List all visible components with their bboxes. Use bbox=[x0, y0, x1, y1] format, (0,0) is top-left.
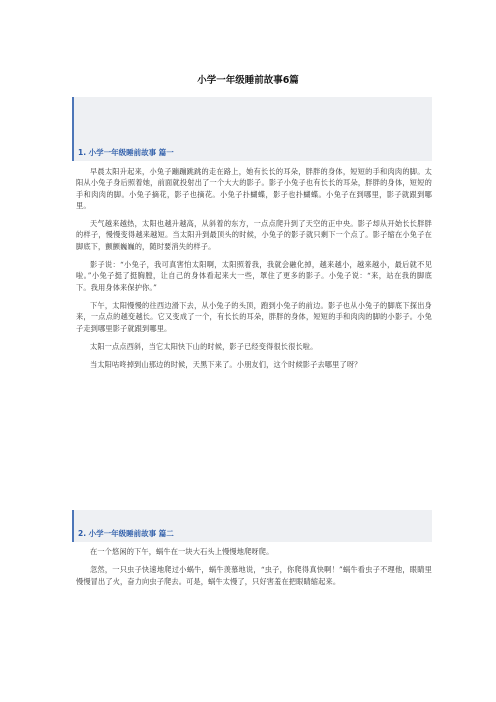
paragraph: 太阳一点点西斜，当它太阳快下山的时候，影子已经变得很长很长啦。 bbox=[90, 341, 318, 351]
paragraph: 影子说：“小兔子，我可真害怕太阳啊，太阳照着我，我就会融化掉，越来越小，越来越小，最后就不见啦。”小兔子挺了挺胸膛，让自己的身体看起来大一些，罩住了更多的影子。小兔子说：“来，站在我的脚底下。我用身体来保护你。” bbox=[76, 260, 432, 292]
section-2-heading: 2. 小学一年级睡前故事 篇二 bbox=[78, 529, 174, 538]
paragraph: 当太阳咕咚掉到山那边的时候，天黑下来了。小朋友们，这个时候影子去哪里了呀？ bbox=[90, 360, 362, 370]
section-1-header-band bbox=[72, 97, 432, 161]
paragraph: 天气越来越热，太阳也越升越高，从斜着的东方，一点点爬升到了天空的正中央。影子却从开始长长胖胖的样子，慢慢变得越来越短。当太阳升到最顶头的时候，小兔子的影子就只剩下一个点了。影子缩在小兔子在脚底下，颤颤巍巍的，随时要消失的样子。 bbox=[76, 219, 432, 251]
section-1-heading: 1. 小学一年级睡前故事 篇一 bbox=[78, 148, 174, 157]
section-1 bbox=[72, 97, 432, 161]
section-2-header-band bbox=[72, 510, 432, 542]
section-2-body bbox=[76, 546, 432, 587]
document-title: 小学一年级睡前故事6篇 bbox=[197, 75, 299, 86]
paragraph: 下午，太阳慢慢的往西边滑下去，从小兔子的头顶，跑到小兔子的前边。影子也从小兔子的脚底下探出身来，一点点的越变越长。它又变成了一个，有长长的耳朵，胖胖的身体，短短的手和肉肉的脚的小影子。小兔子走到哪里影子就跟到哪里。 bbox=[76, 300, 432, 333]
paragraph: 早晨太阳升起来，小兔子蹦蹦跳跳的走在路上，她有长长的耳朵，胖胖的身体，短短的手和肉肉的脚。太阳从小兔子身后照着她，前面就投射出了一个大大的影子。影子小兔子也有长长的耳朵，胖胖的身体，短短的手和肉肉的脚。小兔子摘花，影子也摘花。小兔子扑蝴蝶，影子也扑蝴蝶。小兔子在到哪里，影子就跟到哪里。 bbox=[76, 167, 432, 210]
section-1-body bbox=[76, 166, 432, 370]
paragraph: 忽然，一只虫子快速地爬过小蜗牛，蜗牛羡慕地说，“虫子，你爬得真快啊！”蜗牛看虫子不理他，眼睛里慢慢冒出了火，奋力向虫子爬去。可是，蜗牛太慢了，只好害羞在把眼睛缩起来。 bbox=[76, 565, 432, 586]
paragraph: 在一个悠闲的下午，蜗牛在一块大石头上慢慢地爬呀爬。 bbox=[90, 547, 274, 556]
section-2 bbox=[72, 510, 432, 542]
